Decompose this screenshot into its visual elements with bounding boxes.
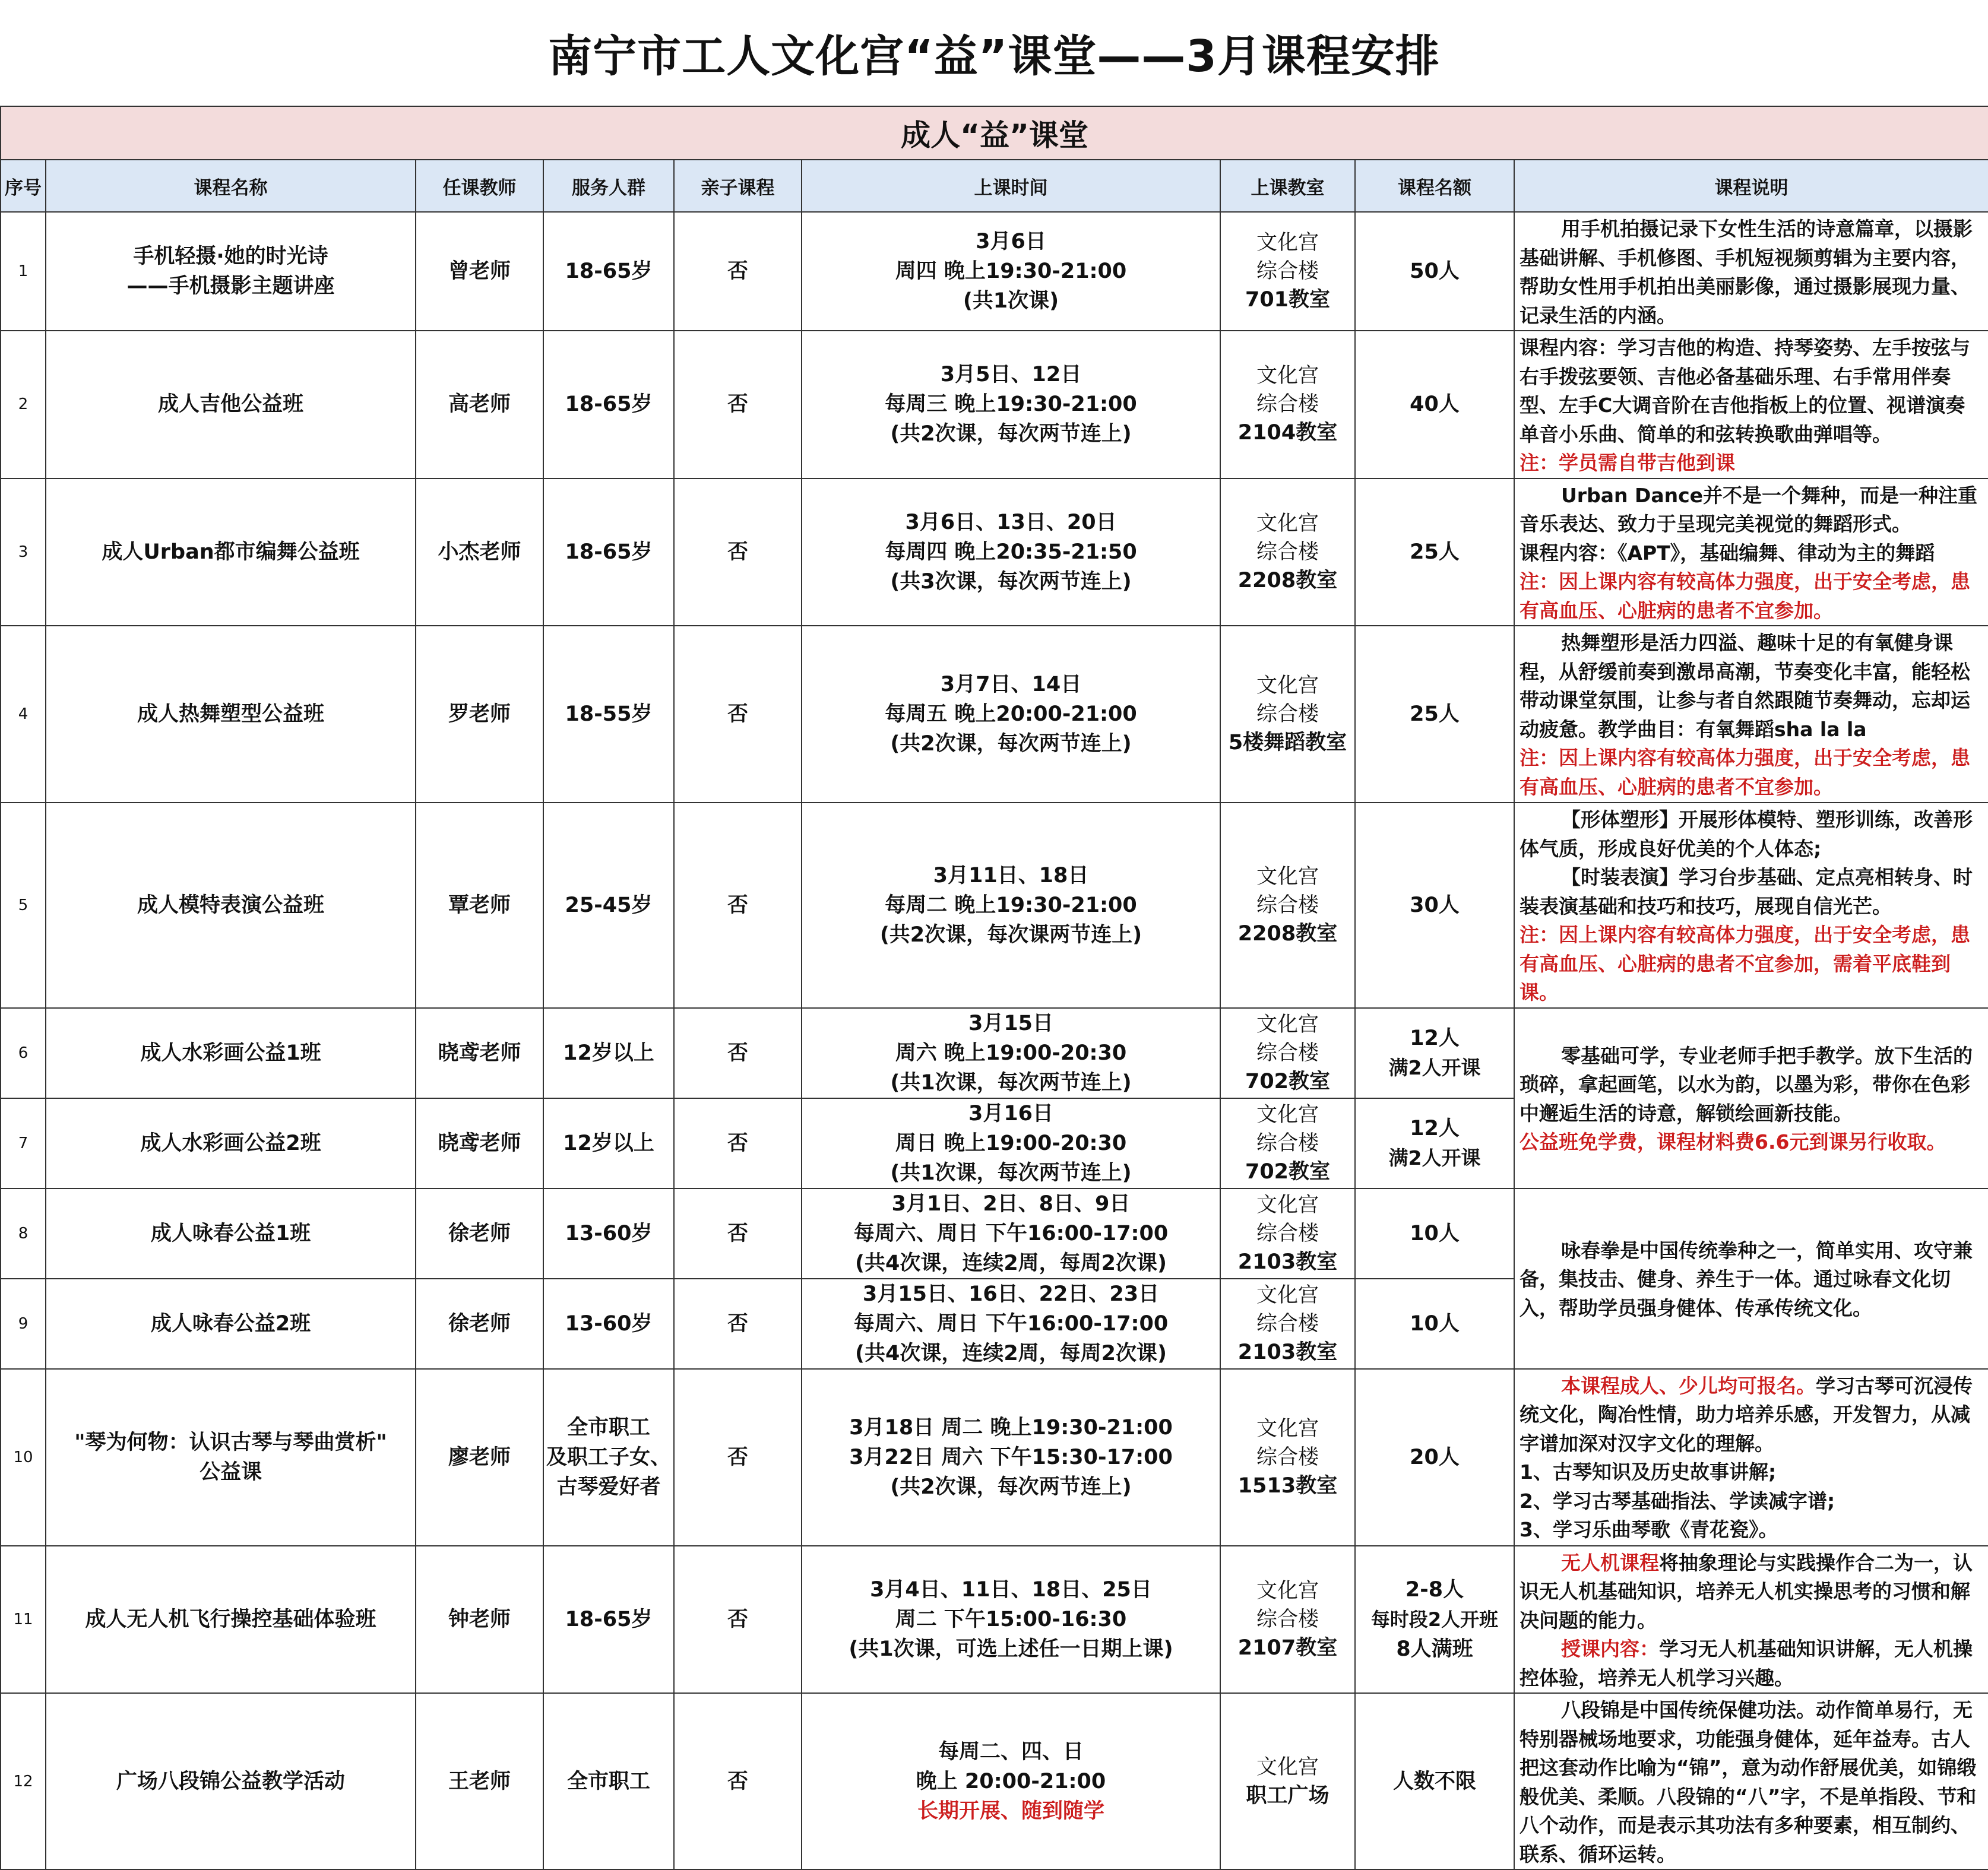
row-seq: 1: [1, 212, 46, 331]
teacher: 罗老师: [416, 626, 543, 803]
classroom: 文化宫 综合楼 2104教室: [1220, 331, 1355, 478]
teacher: 钟老师: [416, 1546, 543, 1694]
quota: 20人: [1355, 1369, 1514, 1546]
parent-child: 否: [674, 1369, 802, 1546]
row-seq: 6: [1, 1008, 46, 1098]
row-seq: 7: [1, 1098, 46, 1188]
parent-child: 否: [674, 1098, 802, 1188]
schedule-table: [0, 106, 1988, 1870]
teacher: 晓鸢老师: [416, 1098, 543, 1188]
header-class-time: 上课时间: [802, 160, 1220, 212]
quota: 10人: [1355, 1188, 1514, 1279]
course-description: 零基础可学，专业老师手把手教学。放下生活的琐碎，拿起画笔，以水为韵，以墨为彩，带你在色彩中邂逅生活的诗意，解锁绘画新技能。 公益班免学费，课程材料费6.6元到课另行收取。: [1514, 1008, 1988, 1188]
row-seq: 10: [1, 1369, 46, 1546]
row-seq: 2: [1, 331, 46, 478]
quota: 10人: [1355, 1279, 1514, 1369]
course-name: 成人咏春公益2班: [46, 1279, 416, 1369]
parent-child: 否: [674, 1008, 802, 1098]
audience: 18-65岁: [543, 212, 674, 331]
audience: 13-60岁: [543, 1188, 674, 1279]
course-name: 广场八段锦公益教学活动: [46, 1693, 416, 1869]
table-row: [1, 1008, 1988, 1098]
table-row: [1, 1546, 1988, 1694]
course-description: 咏春拳是中国传统拳种之一，简单实用、攻守兼备，集技击、健身、养生于一体。通过咏春文化切入，帮助学员强身健体、传承传统文化。: [1514, 1188, 1988, 1369]
quota: 2-8人 每时段2人开班 8人满班: [1355, 1546, 1514, 1694]
class-time: 3月5日、12日 每周三 晚上19:30-21:00 (共2次课，每次两节连上): [802, 331, 1220, 478]
teacher: 徐老师: [416, 1279, 543, 1369]
quota: 25人: [1355, 626, 1514, 803]
class-time: 3月4日、11日、18日、25日 周二 下午15:00-16:30 (共1次课，可选上述任一日期上课): [802, 1546, 1220, 1694]
course-name: 成人水彩画公益2班: [46, 1098, 416, 1188]
teacher: 王老师: [416, 1693, 543, 1869]
parent-child: 否: [674, 803, 802, 1008]
class-time: 3月15日、16日、22日、23日 每周六、周日 下午16:00-17:00 (共4次课，连续2周，每周2次课): [802, 1279, 1220, 1369]
parent-child: 否: [674, 1279, 802, 1369]
audience: 18-65岁: [543, 478, 674, 626]
row-seq: 8: [1, 1188, 46, 1279]
table-row: [1, 1188, 1988, 1279]
table-row: [1, 1369, 1988, 1546]
classroom: 文化宫 职工广场: [1220, 1693, 1355, 1869]
teacher: 廖老师: [416, 1369, 543, 1546]
course-description: 课程内容：学习吉他的构造、持琴姿势、左手按弦与右手拨弦要领、吉他必备基础乐理、右手常用伴奏型、左手C大调音阶在吉他指板上的位置、视谱演奏单音小乐曲、简单的和弦转换歌曲弹唱等。 注：学员需自带吉他到课: [1514, 331, 1988, 478]
course-description: 无人机课程将抽象理论与实践操作合二为一，认识无人机基础知识，培养无人机实操思考的习惯和解决问题的能力。 授课内容：学习无人机基础知识讲解，无人机操控体验，培养无人机学习兴趣。: [1514, 1546, 1988, 1694]
classroom: 文化宫 综合楼 2208教室: [1220, 803, 1355, 1008]
class-time: 3月16日 周日 晚上19:00-20:30 (共1次课，每次两节连上): [802, 1098, 1220, 1188]
row-seq: 11: [1, 1546, 46, 1694]
class-time: 3月7日、14日 每周五 晚上20:00-21:00 (共2次课，每次两节连上): [802, 626, 1220, 803]
class-time: 3月6日 周四 晚上19:30-21:00 (共1次课): [802, 212, 1220, 331]
audience: 13-60岁: [543, 1279, 674, 1369]
parent-child: 否: [674, 1188, 802, 1279]
course-name: "琴为何物：认识古琴与琴曲赏析" 公益课: [46, 1369, 416, 1546]
course-name: 成人Urban都市编舞公益班: [46, 478, 416, 626]
course-name: 成人热舞塑型公益班: [46, 626, 416, 803]
row-seq: 9: [1, 1279, 46, 1369]
class-time: 3月18日 周二 晚上19:30-21:00 3月22日 周六 下午15:30-17:00 (共2次课，每次两节连上): [802, 1369, 1220, 1546]
teacher: 晓鸢老师: [416, 1008, 543, 1098]
parent-child: 否: [674, 478, 802, 626]
course-name: 成人咏春公益1班: [46, 1188, 416, 1279]
audience: 18-65岁: [543, 331, 674, 478]
classroom: 文化宫 综合楼 702教室: [1220, 1098, 1355, 1188]
quota: 30人: [1355, 803, 1514, 1008]
header-audience: 服务人群: [543, 160, 674, 212]
audience: 全市职工: [543, 1693, 674, 1869]
audience: 18-65岁: [543, 1546, 674, 1694]
parent-child: 否: [674, 331, 802, 478]
header-teacher: 任课教师: [416, 160, 543, 212]
parent-child: 否: [674, 1693, 802, 1869]
quota: 12人 满2人开课: [1355, 1098, 1514, 1188]
course-description: 【形体塑形】开展形体模特、塑形训练，改善形体气质，形成良好优美的个人体态; 【时装表演】学习台步基础、定点亮相转身、时装表演基础和技巧和技巧，展现自信光芒。 注：因上课内容有较高体力强度，出于安全考虑，患有高血压、心脏病的患者不宜参加，需着平底鞋到课。: [1514, 803, 1988, 1008]
header-classroom: 上课教室: [1220, 160, 1355, 212]
class-time: 3月15日 周六 晚上19:00-20:30 (共1次课，每次两节连上): [802, 1008, 1220, 1098]
header-course-name: 课程名称: [46, 160, 416, 212]
classroom: 文化宫 综合楼 2107教室: [1220, 1546, 1355, 1694]
teacher: 高老师: [416, 331, 543, 478]
row-seq: 3: [1, 478, 46, 626]
course-name: 成人吉他公益班: [46, 331, 416, 478]
course-description: 八段锦是中国传统保健功法。动作简单易行，无特别器械场地要求，功能强身健体，延年益寿。古人把这套动作比喻为“锦”，意为动作舒展优美，如锦缎般优美、柔顺。八段锦的“八”字，不是单指段、节和八个动作，而是表示其功法有多种要素，相互制约、联系、循环运转。: [1514, 1693, 1988, 1869]
table-row: [1, 803, 1988, 1008]
table-row: [1, 331, 1988, 478]
teacher: 覃老师: [416, 803, 543, 1008]
row-seq: 5: [1, 803, 46, 1008]
course-description: 热舞塑形是活力四溢、趣味十足的有氧健身课程，从舒缓前奏到激昂高潮，节奏变化丰富，能轻松带动课堂氛围，让参与者自然跟随节奏舞动，忘却运动疲惫。教学曲目：有氧舞蹈sha la la 注：因上课内容有较高体力强度，出于安全考虑，患有高血压、心脏病的患者不宜参加。: [1514, 626, 1988, 803]
quota: 25人: [1355, 478, 1514, 626]
parent-child: 否: [674, 1546, 802, 1694]
course-name: 成人水彩画公益1班: [46, 1008, 416, 1098]
quota: 50人: [1355, 212, 1514, 331]
quota: 人数不限: [1355, 1693, 1514, 1869]
course-description: 本课程成人、少儿均可报名。学习古琴可沉浸传统文化，陶冶性情，助力培养乐感，开发智力，从减字谱加深对汉字文化的理解。 1、古琴知识及历史故事讲解; 2、学习古琴基础指法、学读减字谱; 3、学习乐曲琴歌《青花瓷》。: [1514, 1369, 1988, 1546]
table-row: [1, 212, 1988, 331]
classroom: 文化宫 综合楼 2103教室: [1220, 1279, 1355, 1369]
page-title: 南宁市工人文化宫“益”课堂——3月课程安排: [548, 31, 1440, 82]
section-title: 成人“益”课堂: [1, 106, 1988, 160]
header-parent-child: 亲子课程: [674, 160, 802, 212]
audience: 全市职工 及职工子女、 古琴爱好者: [543, 1369, 674, 1546]
class-time: 3月6日、13日、20日 每周四 晚上20:35-21:50 (共3次课，每次两节连上): [802, 478, 1220, 626]
teacher: 小杰老师: [416, 478, 543, 626]
parent-child: 否: [674, 626, 802, 803]
header-seq: 序号: [1, 160, 46, 212]
teacher: 徐老师: [416, 1188, 543, 1279]
classroom: 文化宫 综合楼 1513教室: [1220, 1369, 1355, 1546]
quota: 12人 满2人开课: [1355, 1008, 1514, 1098]
classroom: 文化宫 综合楼 2103教室: [1220, 1188, 1355, 1279]
header-description: 课程说明: [1514, 160, 1988, 212]
row-seq: 12: [1, 1693, 46, 1869]
classroom: 文化宫 综合楼 701教室: [1220, 212, 1355, 331]
row-seq: 4: [1, 626, 46, 803]
course-name: 成人模特表演公益班: [46, 803, 416, 1008]
audience: 18-55岁: [543, 626, 674, 803]
table-row: [1, 1693, 1988, 1869]
course-name: 手机轻摄·她的时光诗 ——手机摄影主题讲座: [46, 212, 416, 331]
course-description: 用手机拍摄记录下女性生活的诗意篇章，以摄影基础讲解、手机修图、手机短视频剪辑为主要内容，帮助女性用手机拍出美丽影像，通过摄影展现力量、记录生活的内涵。: [1514, 212, 1988, 331]
quota: 40人: [1355, 331, 1514, 478]
class-time: 3月11日、18日 每周二 晚上19:30-21:00 (共2次课，每次课两节连上): [802, 803, 1220, 1008]
table-row: [1, 478, 1988, 626]
header-quota: 课程名额: [1355, 160, 1514, 212]
classroom: 文化宫 综合楼 5楼舞蹈教室: [1220, 626, 1355, 803]
audience: 12岁以上: [543, 1098, 674, 1188]
audience: 25-45岁: [543, 803, 674, 1008]
classroom: 文化宫 综合楼 2208教室: [1220, 478, 1355, 626]
class-time: 每周二、四、日 晚上 20:00-21:00 长期开展、随到随学: [802, 1693, 1220, 1869]
table-row: [1, 626, 1988, 803]
course-name: 成人无人机飞行操控基础体验班: [46, 1546, 416, 1694]
class-time: 3月1日、2日、8日、9日 每周六、周日 下午16:00-17:00 (共4次课，连续2周，每周2次课): [802, 1188, 1220, 1279]
audience: 12岁以上: [543, 1008, 674, 1098]
classroom: 文化宫 综合楼 702教室: [1220, 1008, 1355, 1098]
parent-child: 否: [674, 212, 802, 331]
course-description: Urban Dance并不是一个舞种，而是一种注重音乐表达、致力于呈现完美视觉的舞蹈形式。 课程内容：《APT》，基础编舞、律动为主的舞蹈 注：因上课内容有较高体力强度，出于安全考虑，患有高血压、心脏病的患者不宜参加。: [1514, 478, 1988, 626]
teacher: 曾老师: [416, 212, 543, 331]
